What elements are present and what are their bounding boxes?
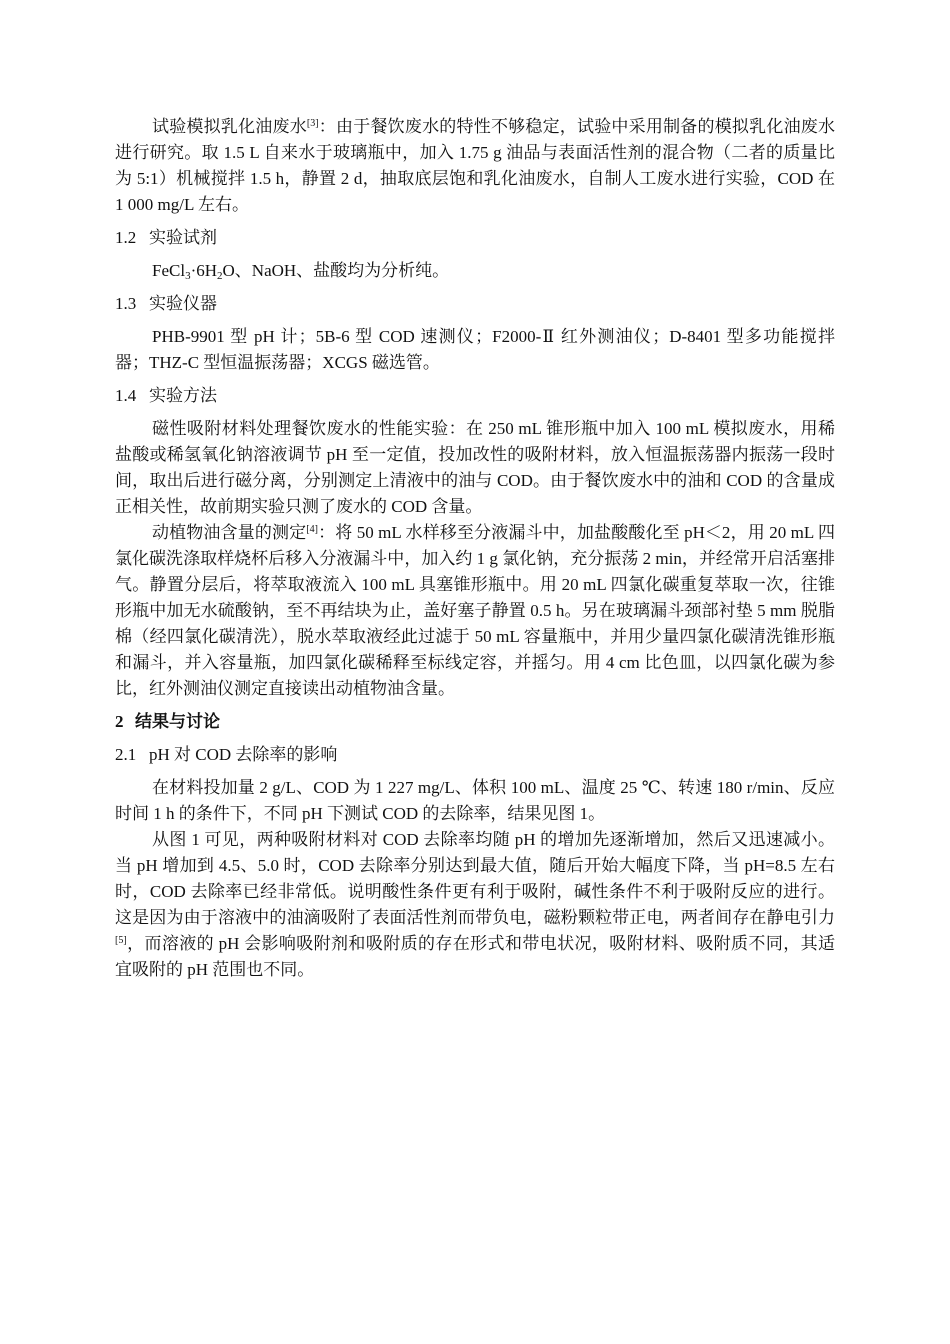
paragraph-simulated-wastewater: 试验模拟乳化油废水[3]：由于餐饮废水的特性不够稳定，试验中采用制备的模拟乳化油废水进行研究。取 1.5 L 自来水于玻璃瓶中，加入 1.75 g 油品与表面活性剂的混合物（二者的质量比为 5:1）机械搅拌 1.5 h，静置 2 d，抽取底层饱和乳化油废水，自制人工废水进行实验，COD 在 1 000 mg/L 左右。 bbox=[115, 117, 835, 214]
section-heading-1-3: 1.3 实验仪器 bbox=[115, 294, 217, 313]
paragraph-reagents: $FeCl_3\cdot 6H_2O$、NaOH、盐酸均为分析纯。 bbox=[152, 261, 450, 282]
document-page bbox=[115, 114, 835, 983]
citation-5[interactable]: [5] bbox=[115, 935, 127, 946]
paragraph-ph-conditions: 在材料投加量 2 g/L、COD 为 1 227 mg/L、体积 100 mL、温度 25 ℃、转速 180 r/min、反应时间 1 h 的条件下，不同 pH 下测试 COD 的去除率，结果见图 1。 bbox=[115, 778, 835, 823]
paragraph-instruments: PHB-9901 型 pH 计；5B-6 型 COD 速测仪；F2000-Ⅱ 红外测油仪；D-8401 型多功能搅拌器；THZ-C 型恒温振荡器；XCGS 磁选管。 bbox=[115, 327, 835, 372]
paragraph-ph-discussion: 从图 1 可见，两种吸附材料对 COD 去除率均随 pH 的增加先逐渐增加，然后又迅速减小。当 pH 增加到 4.5、5.0 时，COD 去除率分别达到最大值，随后开始大幅度下降，当 pH=8.5 左右时，COD 去除率已经非常低。说明酸性条件更有利于吸附，碱性条件不利于吸附反应的进行。这是因为由于溶液中的油滴吸附了表面活性剂而带负电，磁粉颗粒带正电，两者间存在静电引力[5]，而溶液的 pH 会影响吸附剂和吸附质的存在形式和带电状况，吸附材料、吸附质不同，其适宜吸附的 pH 范围也不同。 bbox=[115, 830, 835, 979]
citation-4[interactable]: [4] bbox=[306, 524, 318, 535]
paragraph-method-adsorption: 磁性吸附材料处理餐饮废水的性能实验：在 250 mL 锥形瓶中加入 100 mL 模拟废水，用稀盐酸或稀氢氧化钠溶液调节 pH 至一定值，投加改性的吸附材料，放入恒温振荡器内振荡一段时间，取出后进行磁分离，分别测定上清液中的油与 COD。由于餐饮废水中的油和 COD 的含量成正相关性，故前期实验只测了废水的 COD 含量。 bbox=[115, 419, 835, 516]
paragraph-method-oil-content: 动植物油含量的测定[4]：将 50 mL 水样移至分液漏斗中，加盐酸酸化至 pH＜2，用 20 mL 四氯化碳洗涤取样烧杯后移入分液漏斗中，加入约 1 g 氯化钠，充分振荡 2 min，并经常开启活塞排气。静置分层后，将萃取液流入 100 mL 具塞锥形瓶中。用 20 mL 四氯化碳重复萃取一次，往锥形瓶中加无水硫酸钠，至不再结块为止，盖好塞子静置 0.5 h。另在玻璃漏斗颈部衬垫 5 mm 脱脂棉（经四氯化碳清洗），脱水萃取液经此过滤于 50 mL 容量瓶中，并用少量四氯化碳清洗锥形瓶和漏斗，并入容量瓶，加四氯化碳稀释至标线定容，并摇匀。用 4 cm 比色皿，以四氯化碳为参比，红外测油仪测定直接读出动植物油含量。 bbox=[115, 523, 835, 698]
section-heading-1-4: 1.4 实验方法 bbox=[115, 386, 217, 405]
citation-3[interactable]: [3] bbox=[306, 118, 319, 129]
section-heading-2: 2 结果与讨论 bbox=[115, 712, 220, 731]
section-heading-1-2: 1.2 实验试剂 bbox=[115, 228, 217, 247]
section-heading-2-1: 2.1 pH 对 COD 去除率的影响 bbox=[115, 745, 338, 764]
